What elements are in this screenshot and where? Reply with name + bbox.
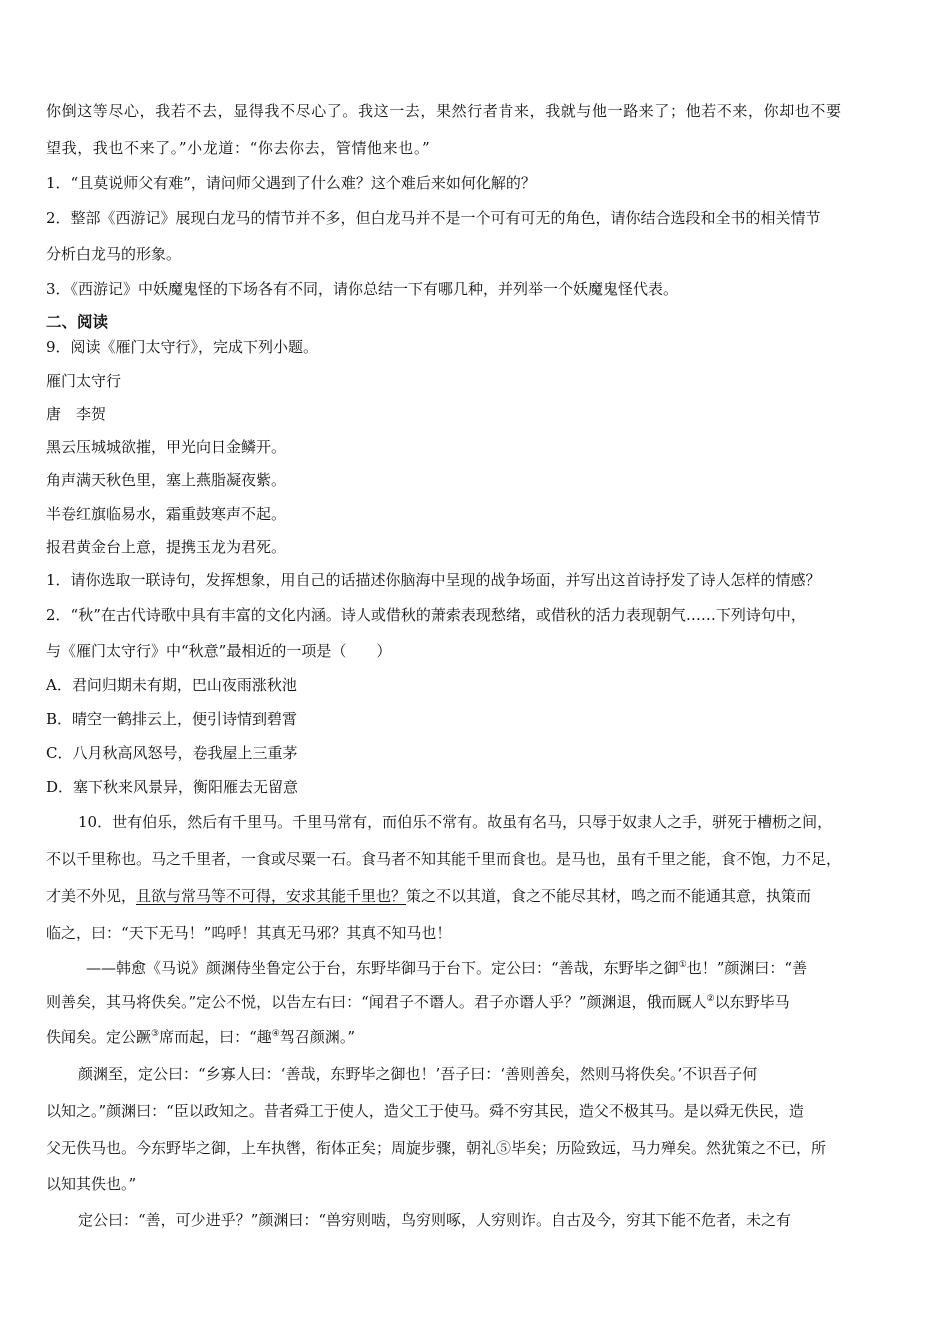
text-line: 望我，我也不来了。”小龙道：“你去你去，管情他来也。”	[46, 139, 431, 157]
question-2-cont: 分析白龙马的形象。	[46, 245, 182, 263]
text-fragment: 则善矣，其马将佚矣。”定公不悦，以告左右曰：“闻君子不谮人。君子亦谮人乎？”颜渊退，俄而厩人	[46, 993, 707, 1011]
question-9-2: 2．“秋”在古代诗歌中具有丰富的文化内涵。诗人或借秋的萧索表现愁绪，或借秋的活力表现朝气……下列诗句中，	[46, 606, 806, 624]
text-fragment: 驾召颜渊。”	[279, 1028, 356, 1046]
question-1: 1．“且莫说师父有难”，请问师父遇到了什么难？这个难后来如何化解的？	[46, 174, 536, 192]
section-heading: 二、阅读	[46, 312, 109, 331]
poem-line: 黑云压城城欲摧，甲光向日金鳞开。	[46, 438, 287, 456]
footnote-marker: ③	[151, 1029, 160, 1039]
question-9-2-cont: 与《雁门太守行》中“秋意”最相近的一项是（ ）	[46, 642, 392, 660]
option-c: C．八月秋高风怒号，卷我屋上三重茅	[46, 744, 298, 762]
text-line	[46, 1027, 355, 1047]
text-fragment: 以东野毕马	[714, 993, 790, 1011]
option-b: B．晴空一鹤排云上，便引诗情到碧霄	[46, 710, 298, 728]
text-line: 父无佚马也。今东野毕之御，上车执辔，衔体正矣；周旋步骤，朝礼⑤毕矣；历险致远，马力殚矣。然犹策之不已，所	[46, 1139, 827, 1157]
text-line	[46, 886, 811, 906]
text-line: 定公曰：“善，可少进乎？”颜渊曰：“兽穷则啮，鸟穷则啄，人穷则诈。自古及今，穷其下能不危者，未之有	[78, 1211, 792, 1229]
footnote-marker: ①	[678, 960, 687, 970]
text-line: 你倒这等尽心，我若不去，显得我不尽心了。我这一去，果然行者肯来，我就与他一路来了；他若不来，你却也不要	[46, 102, 842, 120]
text-fragment: 才美不外见，	[46, 887, 137, 905]
text-fragment: 策之不以其道，食之不能尽其材，鸣之而不能通其意，执策而	[406, 887, 812, 905]
text-fragment: 席而起，曰：“趣	[159, 1028, 272, 1046]
question-3: 3．《西游记》中妖魔鬼怪的下场各有不同，请你总结一下有哪几种，并列举一个妖魔鬼怪代表。	[46, 280, 679, 298]
text-line: 以知之。”颜渊曰：“臣以政知之。昔者舜工于使人，造父工于使马。舜不穷其民，造父不极其马。是以舜无佚民，造	[46, 1102, 804, 1120]
text-line: 以知其佚也。”	[46, 1175, 137, 1193]
text-line: 临之，曰：“天下无马！”呜呼！其真无马邪？其真不知马也！	[46, 924, 452, 942]
question-9-1: 1．请你选取一联诗句，发挥想象，用自己的话描述你脑海中呈现的战争场面，并写出这首诗抒发了诗人怎样的情感？	[46, 571, 821, 589]
option-d: D．塞下秋来风景异，衡阳雁去无留意	[46, 778, 299, 796]
text-line: 不以千里称也。马之千里者，一食或尽粟一石。食马者不知其能千里而食也。是马也，虽有千里之能，食不饱，力不足，	[46, 850, 842, 868]
poem-line: 角声满天秋色里，塞上燕脂凝夜紫。	[46, 471, 287, 489]
text-line	[46, 992, 790, 1012]
question-10: 10．世有伯乐，然后有千里马。千里马常有，而伯乐不常有。故虽有名马，只辱于奴隶人之手，骈死于槽枥之间，	[78, 813, 833, 831]
text-fragment: 也！”颜渊曰：“善	[686, 959, 808, 977]
question-9-intro: 9．阅读《雁门太守行》，完成下列小题。	[46, 338, 319, 356]
question-2: 2．整部《西游记》展现白龙马的情节并不多，但白龙马并不是一个可有可无的角色，请你结合选段和全书的相关情节	[46, 209, 821, 227]
poem-title: 雁门太守行	[46, 372, 122, 390]
underlined-sentence: 且欲与常马等不可得，安求其能千里也？	[136, 887, 407, 905]
footnote-marker: ④	[271, 1029, 280, 1039]
text-line	[86, 958, 807, 978]
text-fragment: 佚闻矣。定公蹶	[46, 1028, 152, 1046]
poem-author: 唐 李贺	[46, 405, 107, 423]
poem-line: 半卷红旗临易水，霜重鼓寒声不起。	[46, 505, 287, 523]
poem-line: 报君黄金台上意，提携玉龙为君死。	[46, 538, 287, 556]
footnote-marker: ②	[706, 994, 715, 1004]
text-line: 颜渊至，定公曰：“乡寡人曰：‘善哉，东野毕之御也！’吾子曰：‘善则善矣，然则马将佚矣。’不识吾子何	[78, 1065, 758, 1083]
text-fragment: ——韩愈《马说》颜渊侍坐鲁定公于台，东野毕御马于台下。定公曰：“善哉，东野毕之御	[86, 959, 679, 977]
option-a: A．君问归期未有期，巴山夜雨涨秋池	[46, 676, 297, 694]
